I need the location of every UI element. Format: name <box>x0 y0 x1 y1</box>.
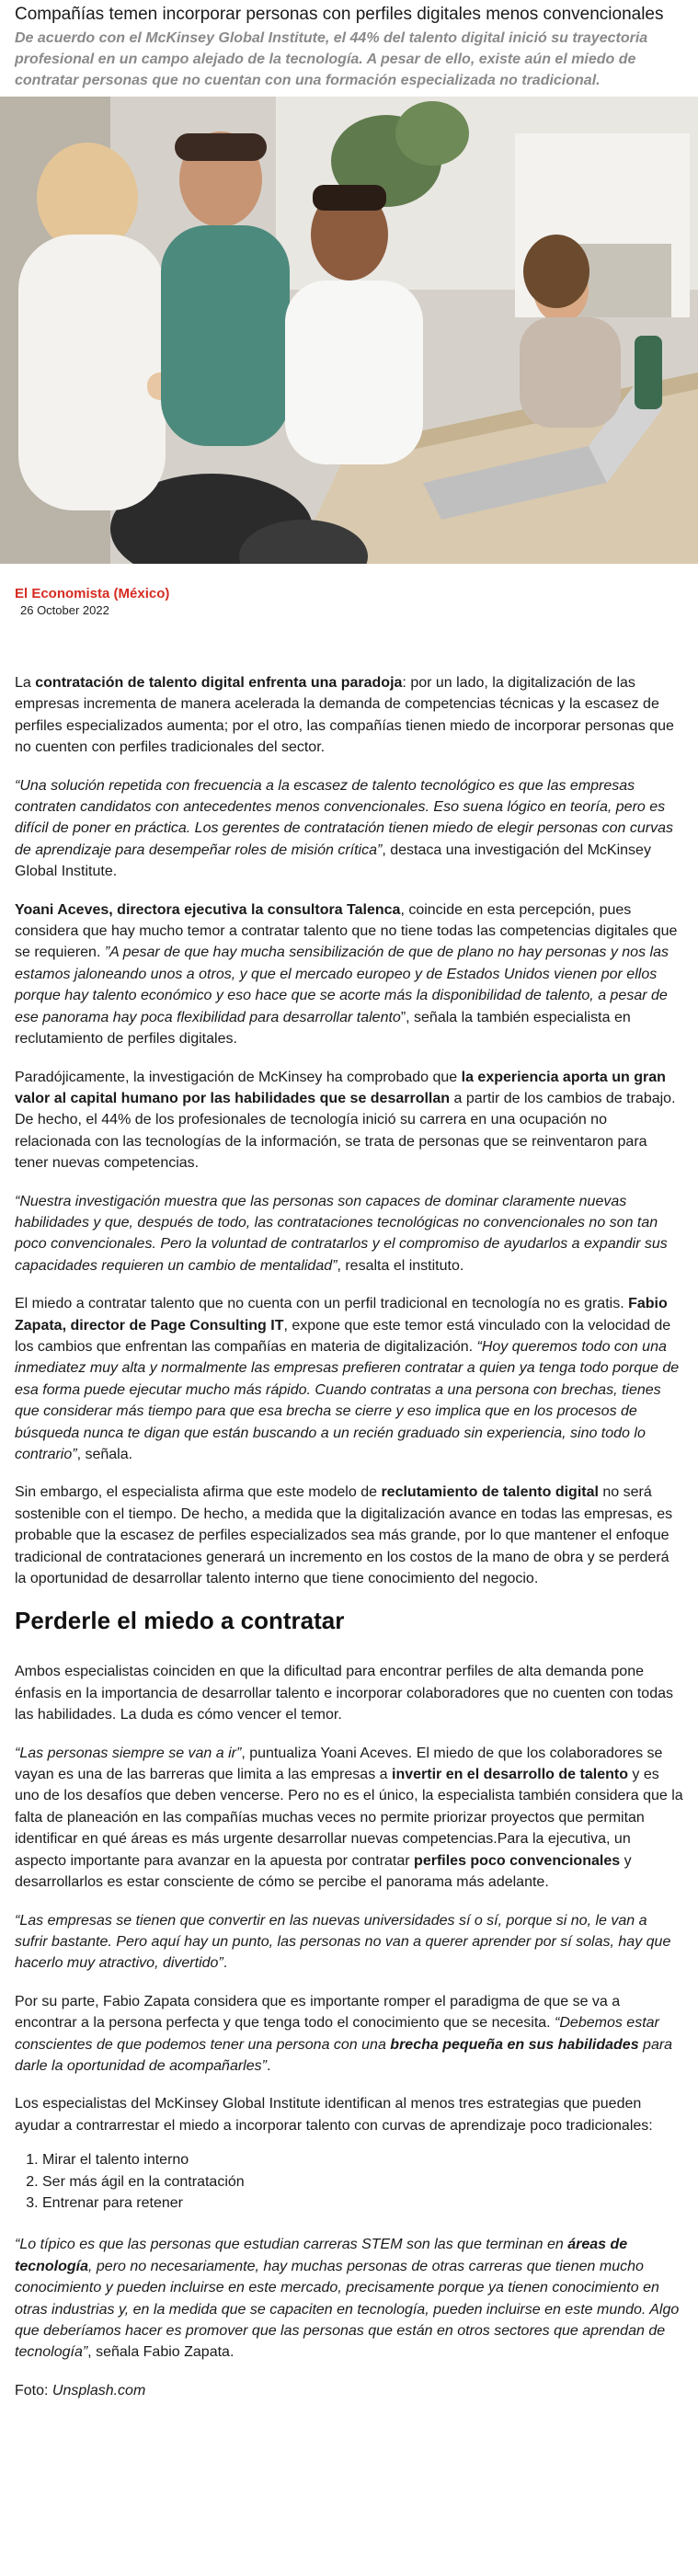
text-span: , señala. <box>76 1447 133 1462</box>
emphasis-text: perfiles poco convencionales <box>414 1852 621 1869</box>
emphasis-text: Yoani Aceves, directora ejecutiva la consultora Talenca <box>15 901 401 918</box>
text-span: , resalta el instituto. <box>337 1257 464 1274</box>
article-headline: Compañías temen incorporar personas con perfiles digitales menos convencionales <box>15 5 664 24</box>
paragraph-8: Ambos especialistas coinciden en que la dificultad para encontrar perfiles de alta demanda pone énfasis en la importancia de desarrollar talento e incorporar colaboradores que no cuenten con todas las habilidades. La duda es cómo vencer el temor. <box>15 1664 673 1723</box>
paragraph-12: Los especialistas del McKinsey Global Institute identifican al menos tres estrategias que pueden ayudar a contrarrestar el miedo a incorporar talento con curvas de aprendizaje poco tradicionales: <box>15 2096 653 2134</box>
list-item: 1. Mirar el talento interno <box>42 2149 683 2170</box>
text-span: no será sostenible con el tiempo. De hecho, a medida que la digitalización avance en todas las empresas, es probable que la escasez de perfiles especializados sea más grande, por lo que mantener el enfoque tradicional de contrataciones generará un incremento en los costos de la mano de obra y se perderá la oportunidad de desarrollar talento interno que tiene conocimiento del negocio. <box>15 1484 673 1587</box>
photo-credit-label: Foto: <box>15 2382 52 2399</box>
list-item: 2. Ser más ágil en la contratación <box>42 2171 683 2192</box>
text-span: . <box>223 1955 228 1972</box>
paragraph-13 <box>15 2234 683 2363</box>
emphasis-text: Fabio Zapata, director de Page Consulting IT <box>15 1296 668 1334</box>
photo-credit-value: Unsplash.com <box>51 2382 146 2399</box>
text-span: . <box>266 2057 271 2074</box>
publish-date: 26 October 2022 <box>20 603 109 617</box>
emphasis-text: la experiencia aporta un gran valor al capital humano por las habilidades que se desarrollan <box>15 1069 666 1106</box>
quote-text: “Hoy queremos todo con una inmediatez muy alta y normalmente las empresas prefieren contratar a quien ya tenga todo porque de esa forma puede ejecutar mucho más rápido. Cuando contratas a una persona con brechas, tienes que considerar más tiempo para que esa brecha se cierre y eso implica que en los procesos de búsqueda nunca te digan que están buscando a un recién graduado sin experiencia, sino todo lo contrario” <box>15 1338 680 1462</box>
paragraph-7 <box>15 1482 683 1589</box>
text-span: , señala Fabio Zapata. <box>87 2344 235 2361</box>
quote-text: “Lo típico es que las personas que estudian carreras STEM son las que terminan en <box>15 2237 568 2253</box>
paragraph-6 <box>15 1293 683 1465</box>
quote-text: “Las empresas se tienen que convertir en las nuevas universidades sí o sí, porque si no, le van a sufrir bastante. Pero aquí hay un punto, las personas no van a querer aprender por sí solas, hay que hacerlo muy atractivo, divertido” <box>15 1912 671 1972</box>
photo-credit <box>15 2380 683 2401</box>
news-source: El Economista (México) <box>15 586 170 601</box>
section-heading: Perderle el miedo a contratar <box>15 1607 345 1635</box>
paragraph-10 <box>15 1910 683 1975</box>
quote-text: , pero no necesariamente, hay muchas personas de otras carreras que tienen mucho conocimiento y pueden incluirse en este mercado, precisamente porque ya tienen conocimiento en otras industrias y, en la medida que se capaciten en tecnología, pueden incluirse en este mundo. Algo que deberíamos hacer es promover que las personas que están en otros sectores que aprendan de tecnología” <box>15 2258 680 2361</box>
quote-emphasis <box>390 2037 638 2053</box>
text-span: y desarrollarlos es estar consciente de cómo se percibe el panorama más adelante. <box>15 1852 632 1891</box>
paragraph-5 <box>15 1191 683 1277</box>
paragraph-9 <box>15 1743 683 1894</box>
text-span: Sin embargo, el especialista afirma que este modelo de <box>15 1484 382 1501</box>
text-span: Paradójicamente, la investigación de McKinsey ha comprobado que <box>15 1069 462 1085</box>
office-team-illustration <box>0 97 698 564</box>
article-lead: De acuerdo con el McKinsey Global Institute, el 44% del talento digital inició su trayectoria profesional en un campo alejado de la tecnología. A pesar de ello, existe aún el miedo de contratar personas que no cuentan con una formación especializada no tradicional. <box>15 30 648 88</box>
text-span: , puntualiza Yoani Aceves. El miedo de que los colaboradores se vayan es una de las barreras que limita a las empresas a <box>15 1745 663 1783</box>
paragraph-4 <box>15 1067 683 1174</box>
text-span: y es uno de los desafíos que deben vencerse. Pero no es el único, la especialista también considera que la falta de planeación en las compañías muchas veces no permite priorizar proyectos que permitan identificar en qué áreas es más urgente desarrollar nuevas competencias.Para la ejecutiva, un aspecto importante para avanzar en la apuesta por contratar <box>15 1767 683 1869</box>
quote-text: “Las personas siempre se van a ir” <box>15 1745 242 1761</box>
emphasis-text: brecha pequeña en sus habilidades <box>390 2036 639 2053</box>
quote-text: “Debemos estar conscientes de que podemos tener una persona con una <box>15 2015 659 2053</box>
quote-text: “Nuestra investigación muestra que las personas son capaces de dominar claramente nuevas habilidades y que, después de todo, las contrataciones tecnológicas no convencionales no son tan poco convencionales. Pero la voluntad de contratarlos y el compromiso de ayudarlos a expandir sus capacidades requieren un cambio de mentalidad” <box>15 1193 668 1274</box>
article-photo <box>0 97 698 564</box>
quote-text: para darle la oportunidad de acompañarles” <box>15 2036 673 2074</box>
text-span: ”, señala la también especialista en reclutamiento de perfiles digitales. <box>15 1009 631 1048</box>
text-span: , expone que este temor está vinculado con la velocidad de los cambios que enfrentan las compañías en materia de digitalización. <box>15 1317 671 1355</box>
text-span: a partir de los cambios de trabajo. De hecho, el 44% de los profesionales de tecnología inició su carrera en una ocupación no relacionada con las tecnologías de la información, se trata de personas que se reinventaron para tener nuevas competencias. <box>15 1090 676 1172</box>
paragraph-3 <box>15 899 683 1050</box>
emphasis-text: invertir en el desarrollo de talento <box>392 1767 628 1783</box>
article-body <box>0 617 698 2401</box>
quote-text: ”A pesar de que hay mucha sensibilización de que de plano no hay personas y nos las estamos jaloneando unos a otros, y que el mercado europeo y de Estados Unidos vienen por ellos porque hay talento económico y eso hace que se acorte más la disponibilidad de talento, a pesar de ese panorama hay poca flexibilidad para desarrollar talento <box>15 945 669 1025</box>
emphasis-text: reclutamiento de talento digital <box>381 1484 599 1501</box>
paragraph-11 <box>15 1991 683 2078</box>
text-span: La <box>15 675 36 691</box>
strategy-list <box>42 2149 683 2214</box>
text-span: Por su parte, Fabio Zapata considera que es importante romper el paradigma de que se va a encontrar a la persona perfecta y que tenga todo el conocimiento que se necesita. <box>15 1993 621 2032</box>
text-span: El miedo a contratar talento que no cuenta con un perfil tradicional en tecnología no es gratis. <box>15 1296 629 1312</box>
text-span: , destaca una investigación del McKinsey Global Institute. <box>15 841 651 880</box>
quote-text: “Una solución repetida con frecuencia a la escasez de talento tecnológico es que las empresas contraten candidatos con antecedentes menos convencionales. Eso suena lógico en teoría, pero es difícil de poner en práctica. Los gerentes de contratación tienen miedo de elegir personas con curvas de aprendizaje para desempeñar roles de misión crítica” <box>15 777 673 858</box>
list-item: 3. Entrenar para retener <box>42 2192 683 2214</box>
paragraph-2 <box>15 775 683 883</box>
paragraph-1 <box>15 672 683 759</box>
emphasis-text: contratación de talento digital enfrenta una paradoja <box>35 675 403 691</box>
text-span: : por un lado, la digitalización de las empresas incrementa de manera acelerada la demanda de competencias técnicas y la escasez de perfiles especializados aumenta; por el otro, las compañías tienen miedo de incorporar personas que no cuenten con perfiles tradicionales del sector. <box>15 675 674 756</box>
emphasis-text: áreas de tecnología <box>15 2237 628 2274</box>
text-span: , coincide en esta percepción, pues considera que hay mucho temor a contratar talento que no tiene todas las competencias digitales que se requieren. <box>15 901 678 961</box>
